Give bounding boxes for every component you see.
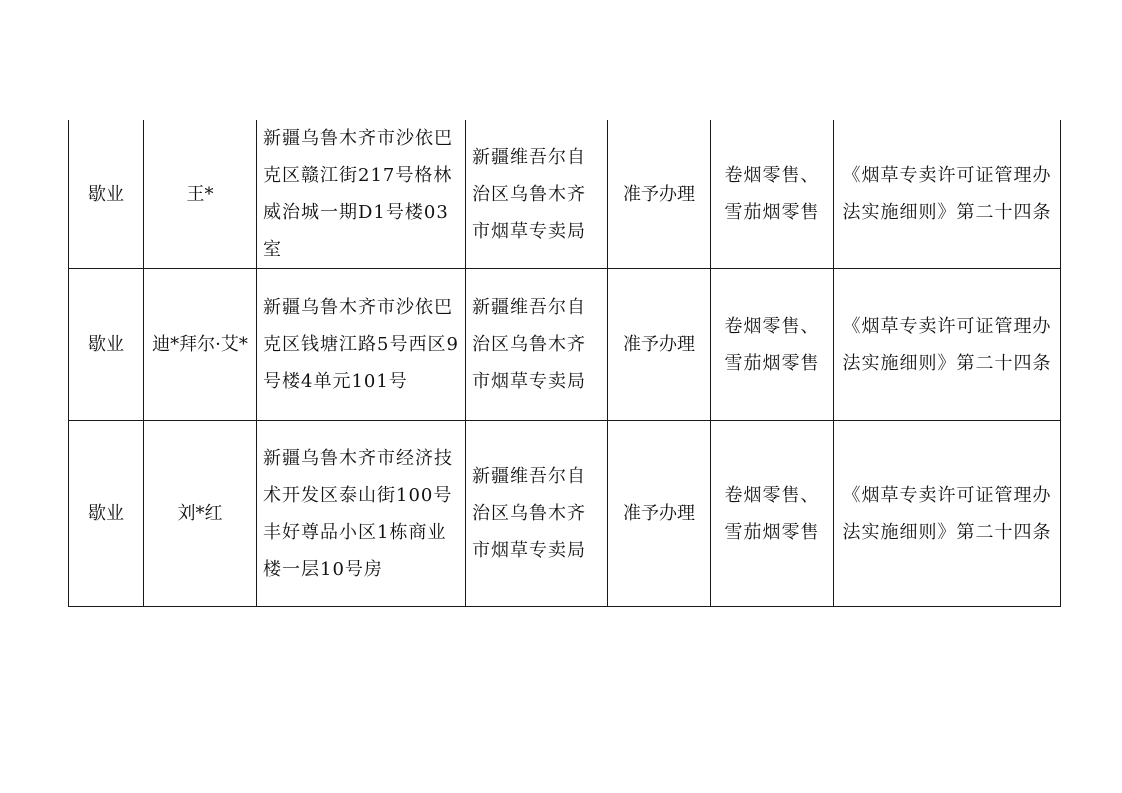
status-cell: 歇业 [69,421,144,607]
address-cell: 新疆乌鲁木齐市沙依巴克区赣江街217号格林威治城一期D1号楼03室 [257,120,466,269]
name-cell: 王* [144,120,257,269]
name-cell: 迪*拜尔·艾* [144,269,257,421]
name-cell: 刘*红 [144,421,257,607]
status-cell: 歇业 [69,269,144,421]
scope-cell: 卷烟零售、雪茄烟零售 [711,269,834,421]
address-cell: 新疆乌鲁木齐市沙依巴克区钱塘江路5号西区9号楼4单元101号 [257,269,466,421]
basis-cell: 《烟草专卖许可证管理办法实施细则》第二十四条 [834,421,1061,607]
status-cell: 歇业 [69,120,144,269]
basis-cell: 《烟草专卖许可证管理办法实施细则》第二十四条 [834,120,1061,269]
scope-cell: 卷烟零售、雪茄烟零售 [711,421,834,607]
authority-cell: 新疆维吾尔自治区乌鲁木齐市烟草专卖局 [466,421,608,607]
address-cell: 新疆乌鲁木齐市经济技术开发区泰山街100号丰好尊品小区1栋商业楼一层10号房 [257,421,466,607]
scope-cell: 卷烟零售、雪茄烟零售 [711,120,834,269]
table-row [69,269,1061,421]
authority-cell: 新疆维吾尔自治区乌鲁木齐市烟草专卖局 [466,120,608,269]
table-row [69,120,1061,269]
basis-cell: 《烟草专卖许可证管理办法实施细则》第二十四条 [834,269,1061,421]
decision-cell: 准予办理 [608,269,711,421]
decision-cell: 准予办理 [608,120,711,269]
license-records-table [68,120,1061,607]
authority-cell: 新疆维吾尔自治区乌鲁木齐市烟草专卖局 [466,269,608,421]
table-row [69,421,1061,607]
decision-cell: 准予办理 [608,421,711,607]
